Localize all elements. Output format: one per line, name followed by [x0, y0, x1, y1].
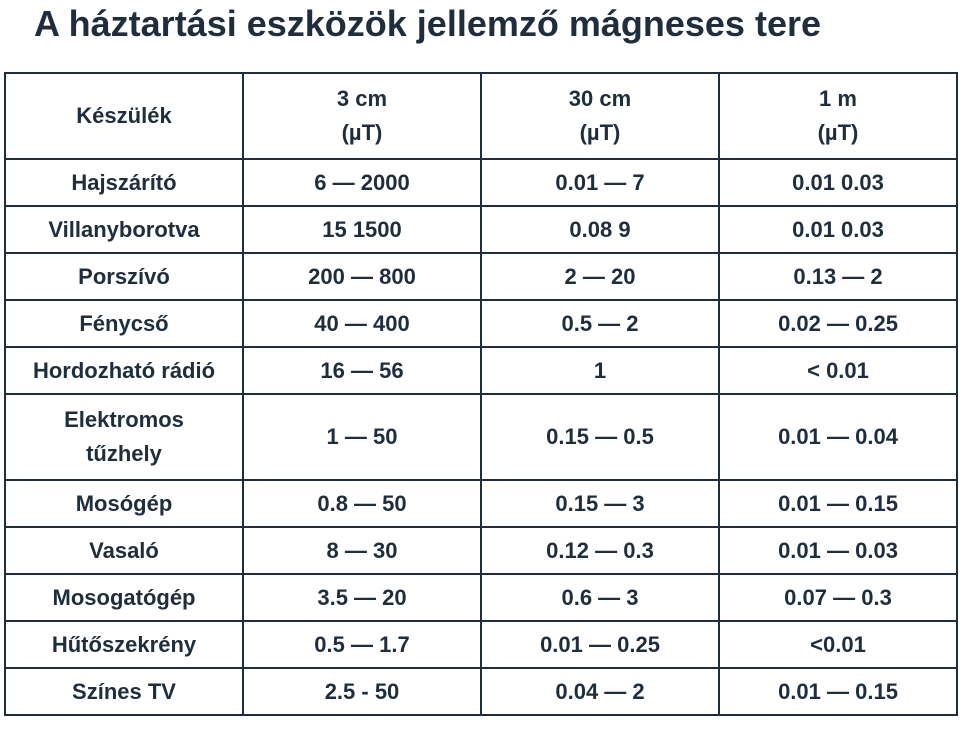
- cell-device: Hűtőszekrény: [5, 621, 243, 668]
- cell-30cm: 0.08 9: [481, 206, 719, 253]
- magnetic-field-table: [4, 72, 958, 716]
- cell-device: Porszívó: [5, 253, 243, 300]
- cell-1m: 0.13 — 2: [719, 253, 957, 300]
- page-title: A háztartási eszközök jellemző mágneses tere: [34, 3, 821, 44]
- table-row: [5, 527, 957, 574]
- cell-device: Színes TV: [5, 668, 243, 715]
- cell-30cm: 0.01 — 7: [481, 159, 719, 206]
- cell-3cm: 16 — 56: [243, 347, 481, 394]
- cell-30cm: 2 — 20: [481, 253, 719, 300]
- header-30cm: [481, 73, 719, 159]
- table-row: [5, 347, 957, 394]
- cell-30cm: 0.12 — 0.3: [481, 527, 719, 574]
- cell-1m: <0.01: [719, 621, 957, 668]
- cell-3cm: 2.5 - 50: [243, 668, 481, 715]
- table-row: [5, 206, 957, 253]
- cell-1m: 0.01 — 0.03: [719, 527, 957, 574]
- cell-3cm: 0.5 — 1.7: [243, 621, 481, 668]
- cell-1m: 0.01 0.03: [719, 206, 957, 253]
- cell-device: Mosogatógép: [5, 574, 243, 621]
- cell-1m: 0.01 0.03: [719, 159, 957, 206]
- table-row: [5, 621, 957, 668]
- cell-30cm: 0.5 — 2: [481, 300, 719, 347]
- cell-1m: 0.01 — 0.04: [719, 394, 957, 480]
- header-30cm-distance: 30 cm: [568, 86, 632, 111]
- cell-device: Hordozható rádió: [5, 347, 243, 394]
- table-header-row: [5, 73, 957, 159]
- cell-3cm: 3.5 — 20: [243, 574, 481, 621]
- cell-3cm: 0.8 — 50: [243, 480, 481, 527]
- cell-device: Villanyborotva: [5, 206, 243, 253]
- table-row: [5, 300, 957, 347]
- cell-device: [5, 394, 243, 480]
- cell-30cm: 0.15 — 3: [481, 480, 719, 527]
- cell-device: Mosógép: [5, 480, 243, 527]
- table-row: [5, 253, 957, 300]
- cell-1m: 0.01 — 0.15: [719, 480, 957, 527]
- cell-device: Hajszárító: [5, 159, 243, 206]
- cell-3cm: 8 — 30: [243, 527, 481, 574]
- table-row: [5, 394, 957, 480]
- header-device-label: Készülék: [76, 103, 172, 128]
- cell-1m: 0.01 — 0.15: [719, 668, 957, 715]
- header-3cm-distance: 3 cm: [336, 86, 388, 111]
- cell-30cm: 0.15 — 0.5: [481, 394, 719, 480]
- cell-1m: 0.02 — 0.25: [719, 300, 957, 347]
- header-3cm-unit: (µT): [341, 120, 383, 145]
- cell-device: Vasaló: [5, 527, 243, 574]
- header-device: [5, 73, 243, 159]
- header-1m: [719, 73, 957, 159]
- cell-30cm: 0.6 — 3: [481, 574, 719, 621]
- cell-device-line2: tűzhely: [86, 441, 162, 466]
- header-1m-unit: (µT): [817, 120, 859, 145]
- table-row: [5, 574, 957, 621]
- header-1m-distance: 1 m: [819, 86, 857, 111]
- table-row: [5, 668, 957, 715]
- cell-30cm: 1: [481, 347, 719, 394]
- cell-device-line1: Elektromos: [64, 407, 184, 432]
- cell-3cm: 1 — 50: [243, 394, 481, 480]
- table-row: [5, 480, 957, 527]
- cell-30cm: 0.01 — 0.25: [481, 621, 719, 668]
- header-30cm-unit: (µT): [579, 120, 621, 145]
- cell-3cm: 6 — 2000: [243, 159, 481, 206]
- cell-1m: < 0.01: [719, 347, 957, 394]
- cell-device: Fénycső: [5, 300, 243, 347]
- table-row: [5, 159, 957, 206]
- cell-30cm: 0.04 — 2: [481, 668, 719, 715]
- cell-3cm: 200 — 800: [243, 253, 481, 300]
- cell-1m: 0.07 — 0.3: [719, 574, 957, 621]
- cell-3cm: 40 — 400: [243, 300, 481, 347]
- header-3cm: [243, 73, 481, 159]
- cell-3cm: 15 1500: [243, 206, 481, 253]
